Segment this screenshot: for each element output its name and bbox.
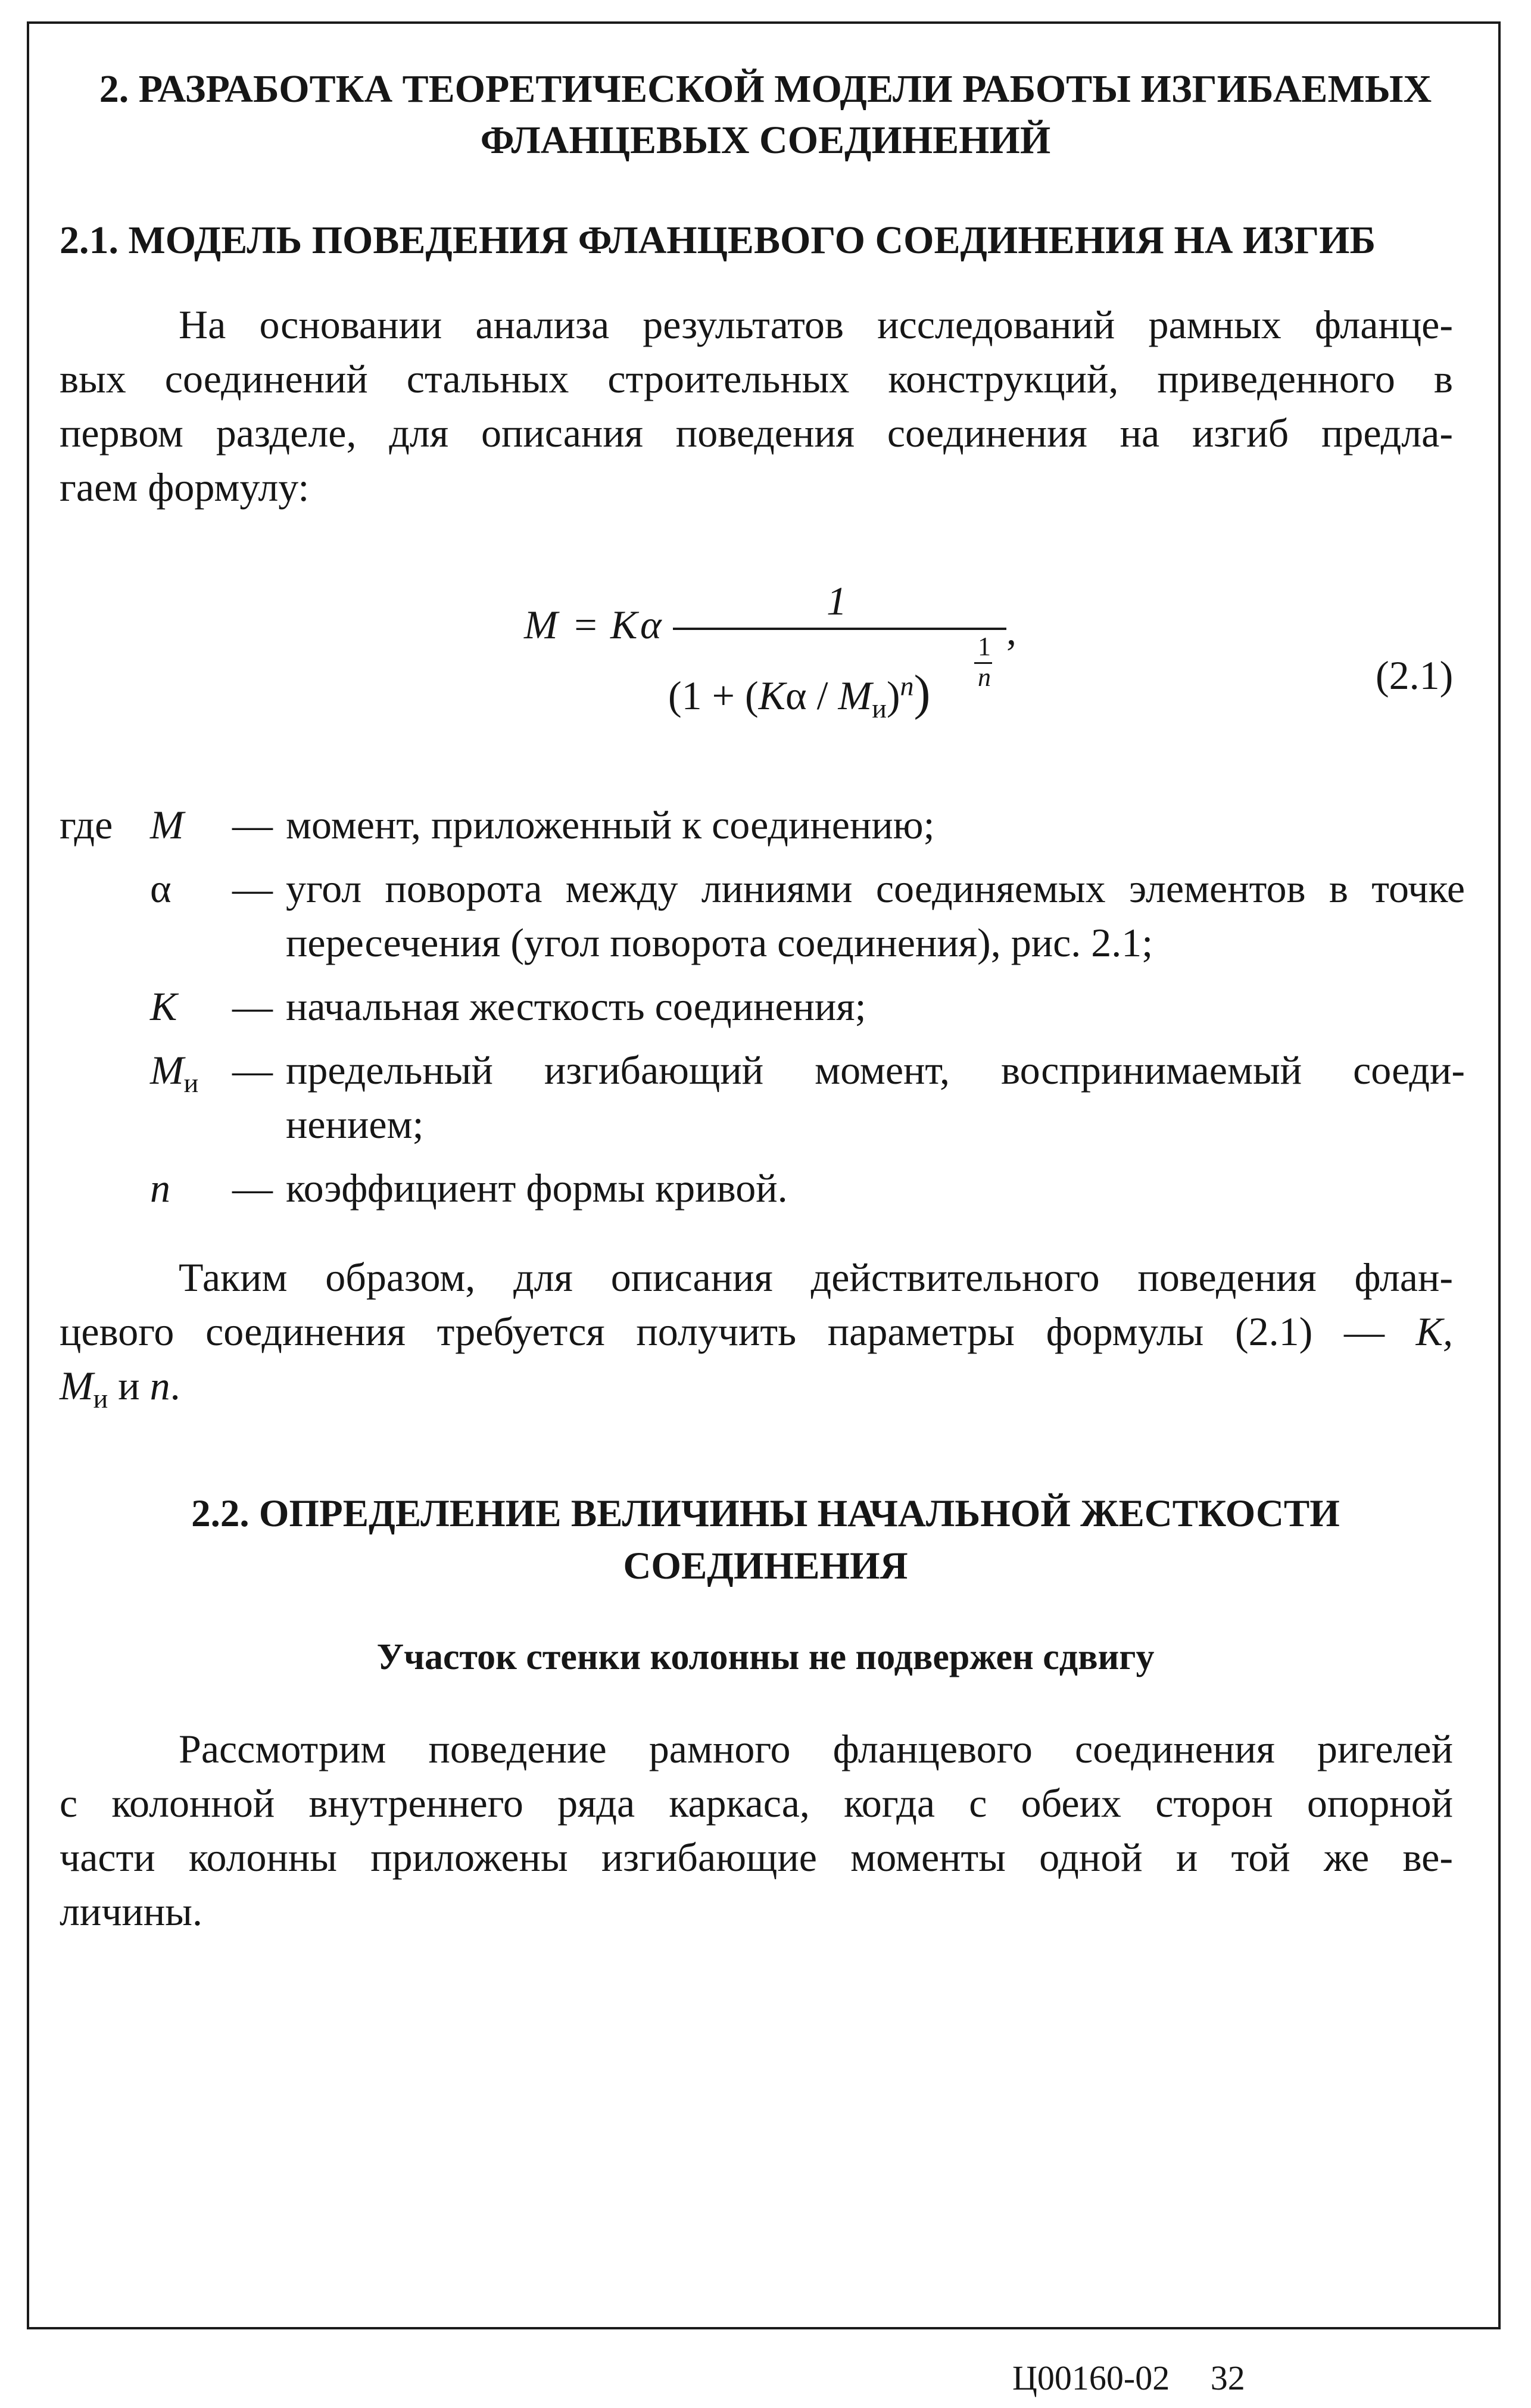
- outer-exp-num: 1: [978, 632, 991, 661]
- formula-eq: =: [572, 602, 599, 647]
- def-text: коэффициент формы кривой.: [286, 1165, 788, 1211]
- den-alpha: α: [785, 673, 807, 718]
- definitions-list: [60, 798, 1465, 1225]
- def-symbol: K: [150, 984, 177, 1029]
- conclusion-k: K,: [1415, 1309, 1453, 1354]
- subsection-1-title: 2.1. МОДЕЛЬ ПОВЕДЕНИЯ ФЛАНЦЕВОГО СОЕДИНЕНИЯ НА ИЗГИБ: [60, 219, 1376, 262]
- conclusion-line-3: [60, 1359, 1453, 1426]
- conclusion-n: n: [149, 1363, 170, 1408]
- def-text: пересечения (угол поворота соединения), рис. 2.1;: [286, 920, 1153, 965]
- conclusion-line: Таким образом, для описания действительного поведения флан-: [179, 1255, 1453, 1300]
- definition-item: [60, 1161, 1465, 1215]
- conclusion-paragraph: [60, 1250, 1453, 1426]
- page-number: 32: [1210, 2359, 1245, 2397]
- conclusion-and: и: [108, 1363, 150, 1408]
- equation-number: (2.1): [1376, 653, 1454, 698]
- def-text: угол поворота между линиями соединяемых элементов в точке: [286, 866, 1465, 911]
- den-exp: n: [900, 670, 914, 701]
- formula-k: K: [610, 602, 638, 647]
- para-line: с колонной внутреннего ряда каркаса, когда с обеих сторон опорной: [60, 1780, 1453, 1826]
- section-title-line1: 2. РАЗРАБОТКА ТЕОРЕТИЧЕСКОЙ МОДЕЛИ РАБОТЫ ИЗГИБАЕМЫХ: [99, 67, 1432, 111]
- den-sub: и: [872, 693, 887, 723]
- subsection-2-paragraph: [60, 1722, 1453, 1939]
- conclusion-m: M: [60, 1363, 93, 1408]
- def-text: начальная жесткость соединения;: [286, 984, 866, 1029]
- formula-alpha: α: [640, 602, 662, 647]
- para-line: части колонны приложены изгибающие моменты одной и той же ве-: [60, 1835, 1453, 1880]
- den-close: ): [886, 673, 900, 718]
- conclusion-dot: .: [170, 1363, 180, 1408]
- def-dash: —: [232, 1047, 273, 1093]
- intro-line: На основании анализа результатов исследований рамных фланце-: [179, 302, 1453, 347]
- def-subscript: и: [183, 1068, 199, 1098]
- outer-exp-den: n: [978, 663, 991, 692]
- def-text: момент, приложенный к соединению;: [286, 802, 935, 847]
- conclusion-sub: и: [93, 1383, 108, 1414]
- para-line: личины.: [60, 1889, 202, 1934]
- section-title-line2: ФЛАНЦЕВЫХ СОЕДИНЕНИЙ: [480, 118, 1051, 162]
- page-footer: [1012, 2358, 1245, 2398]
- formula-denominator: [668, 664, 930, 724]
- formula-numerator: 1: [827, 578, 847, 623]
- def-symbol: n: [150, 1165, 170, 1211]
- para-line: Рассмотрим поведение рамного фланцевого соединения ригелей: [179, 1726, 1453, 1771]
- intro-paragraph: [60, 298, 1453, 514]
- fraction-bar: [673, 628, 1006, 630]
- def-symbol-with-sub: [150, 1043, 198, 1110]
- den-slash: /: [806, 673, 838, 718]
- conclusion-line-2: [60, 1305, 1453, 1359]
- subsection-2-title-line1: 2.2. ОПРЕДЕЛЕНИЕ ВЕЛИЧИНЫ НАЧАЛЬНОЙ ЖЕСТКОСТИ: [191, 1492, 1340, 1535]
- den-open: (1 + (: [668, 673, 759, 718]
- def-symbol: M: [150, 1047, 184, 1093]
- subheading: Участок стенки колонны не подвержен сдвигу: [376, 1637, 1155, 1677]
- den-k: K: [758, 673, 785, 718]
- subsection-2-title-line2: СОЕДИНЕНИЯ: [623, 1545, 908, 1587]
- definition-item: [60, 862, 1465, 970]
- def-symbol: α: [150, 866, 172, 911]
- formula-comma: ,: [1006, 608, 1016, 653]
- conclusion-text: цевого соединения требуется получить параметры формулы (2.1) —: [60, 1309, 1416, 1354]
- def-dash: —: [232, 802, 273, 847]
- den-outer-close: ): [913, 665, 931, 720]
- intro-line: вых соединений стальных строительных конструкций, приведенного в: [60, 356, 1453, 401]
- definition-item: [60, 1043, 1465, 1152]
- formula-lhs: M: [524, 602, 558, 647]
- definition-item: [60, 798, 1465, 852]
- def-dash: —: [232, 984, 273, 1029]
- def-text: предельный изгибающий момент, воспринимаемый соеди-: [286, 1047, 1465, 1093]
- document-code: Ц00160-02: [1012, 2359, 1170, 2397]
- def-symbol: M: [150, 802, 184, 847]
- where-label: где: [60, 802, 113, 847]
- def-dash: —: [232, 866, 273, 911]
- intro-line: гаем формулу:: [60, 464, 310, 510]
- def-dash: —: [232, 1165, 273, 1211]
- definition-item: [60, 980, 1465, 1034]
- den-m: M: [838, 673, 872, 718]
- def-text: нением;: [286, 1102, 424, 1147]
- intro-line: первом разделе, для описания поведения соединения на изгиб предла-: [60, 410, 1453, 456]
